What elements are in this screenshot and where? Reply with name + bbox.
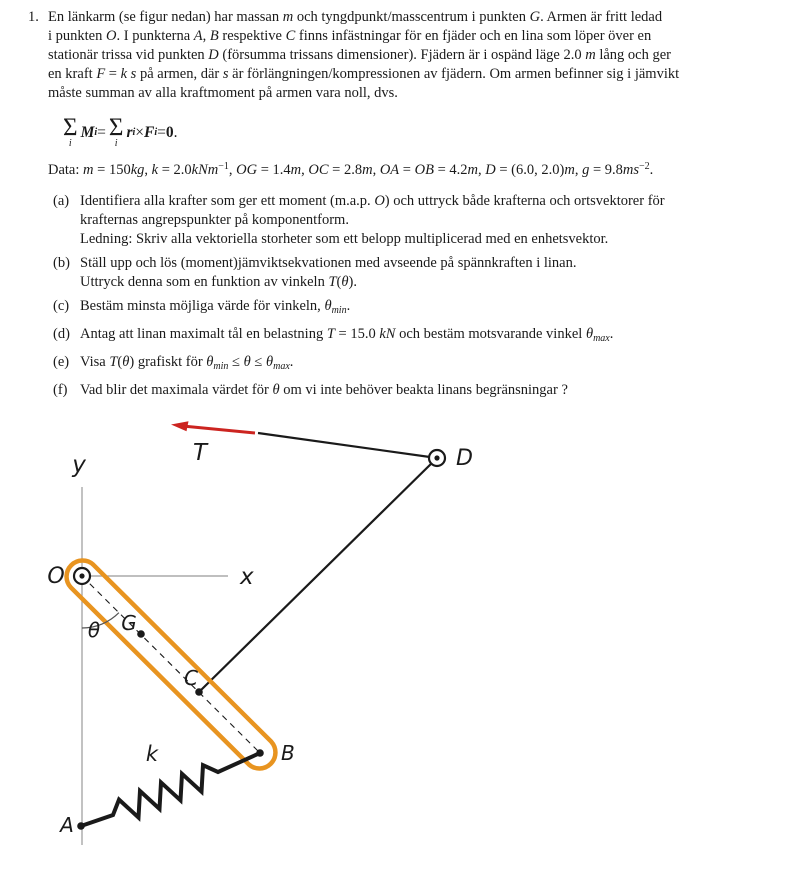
mechanism-figure [0,400,520,879]
tension-label: T [192,440,208,466]
point-b-label: B [281,741,295,765]
spring [81,753,260,826]
problem-number: 1. [28,9,39,25]
problem-intro [28,8,768,103]
arm-centerline [82,576,260,753]
problem-items [53,192,768,400]
problem-item-e [53,353,768,376]
origin-pivot-dot [79,573,84,578]
item-line: Uttryck denna som en funktion av vinkeln T(θ). [80,274,357,290]
problem-text-block [0,8,792,400]
problem-item-c [53,297,768,320]
point-a-dot [77,822,85,830]
x-axis-label: x [240,564,254,590]
mass-center-dot [137,630,145,638]
problem-item-b [53,254,768,292]
pulley-label: D [456,446,473,471]
problem-item-a [53,192,768,249]
item-line: Antag att linan maximalt tål en belastning T = 15.0 kN och bestäm motsvarande vinkel $\theta_{max}$. [80,326,614,344]
point-c-label: C [184,666,198,690]
intro-line: måste summan av alla kraftmoment på armen vara noll, dvs. [48,85,398,101]
item-label: (b) [53,255,70,271]
item-label: (f) [53,382,68,398]
item-line: krafternas angrepspunkter på komponentform. [80,212,349,228]
cord-lower-segment [199,458,437,692]
angle-label: θ [87,618,101,642]
item-label: (a) [53,193,70,209]
item-label: (d) [53,326,70,342]
tension-arrow-shaft [180,426,255,433]
item-line: Identifiera alla krafter som ger ett moment (m.a.p. O) och uttryck både krafterna och ortsvektorer för [80,193,665,209]
point-a-label: A [60,813,74,837]
intro-line: En länkarm (se figur nedan) har massan m och tyngdpunkt/masscentrum i punkten G. Armen är fritt ledad [48,9,663,25]
intro-line: en kraft F = k s på armen, där s är förlängningen/kompressionen av fjädern. Om armen befinner sig i jämvikt [48,66,680,82]
problem-item-d [53,325,768,348]
item-line: Visa T(θ) grafiskt för $\theta_{min} \le \theta \le \theta_{max}$. [80,354,294,372]
pulley-dot [434,455,439,460]
origin-label: O [47,564,65,589]
item-line: Vad blir det maximala värdet för θ om vi inte behöver beakta linans begränsningar ? [80,382,568,398]
point-b-dot [256,749,264,757]
item-line: Ställ upp och lös (moment)jämviktsekvationen med avseende på spännkraften i linan. [80,255,577,271]
y-axis-label: y [72,452,86,478]
problem-item-f [53,381,768,400]
moment-equation: Σ i M i = Σ i r i × F i = 0 . [63,114,178,149]
mass-center-label: G [121,611,137,635]
tension-arrowhead-icon [171,421,189,431]
intro-line: stationär trissa vid punkten D (försumma trissans dimensioner). Fjädern är i ospänd läge 2.0 m lång och ger [48,47,671,63]
item-label: (c) [53,298,70,314]
item-line: Bestäm minsta möjliga värde för vinkeln, $\theta_{min}$. [80,298,351,316]
intro-line: i punkten O. I punkterna A, B respektive C finns infästningar för en fjäder och en lina som löper över en [48,28,652,44]
cord-upper-segment [258,433,437,458]
spring-label: k [145,742,159,766]
data-line: Data: m = 150kg, k = 2.0kNm$^{-1}$, OG = 1.4m, OC = 2.8m, OA = OB = 4.2m, D = (6.0, 2.0)m, $g = 9.8ms^{-2}$. [48,161,654,178]
item-line: Ledning: Skriv alla vektoriella storheter som ett belopp multiplicerad med en enhetsvektor. [80,231,609,247]
item-label: (e) [53,354,70,370]
